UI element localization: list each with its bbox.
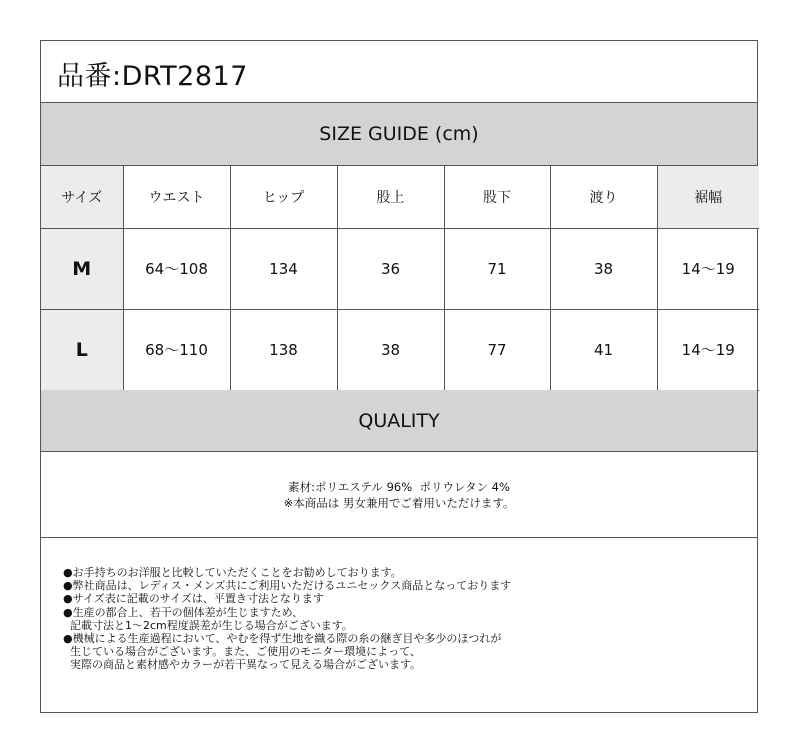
note-line: ●生産の都合上、若干の個体差が生じますため、 <box>63 605 304 619</box>
rise-cell: 38 <box>337 309 444 390</box>
note-line: 記載寸法と1〜2cm程度誤差が生じる場合がございます。 <box>63 618 353 632</box>
hem-cell: 14〜19 <box>657 309 759 390</box>
size-label: L <box>41 309 123 390</box>
note-line: ●サイズ表に記載のサイズは、平置き寸法となります <box>63 592 324 606</box>
size-guide-heading: SIZE GUIDE (cm) <box>319 123 479 145</box>
rise-cell: 36 <box>337 228 444 309</box>
hip-cell: 138 <box>230 309 337 390</box>
size-table <box>41 166 759 391</box>
col-header-inseam: 股下 <box>444 166 550 228</box>
waist-cell: 64〜108 <box>123 228 230 309</box>
size-label: M <box>41 228 123 309</box>
product-info-card <box>40 40 758 713</box>
unisex-note: ※本商品は 男女兼用でご着用いただけます。 <box>283 496 515 510</box>
hip-cell: 134 <box>230 228 337 309</box>
col-header-thigh: 渡り <box>550 166 657 228</box>
thigh-cell: 41 <box>550 309 657 390</box>
table-row <box>41 228 759 309</box>
note-line: ●お手持ちのお洋服と比較していただくことをお勧めしております。 <box>63 566 402 579</box>
material-section <box>41 452 757 538</box>
note-line: 実際の商品と素材感やカラーが若干異なって見える場合がございます。 <box>63 658 422 672</box>
thigh-cell: 38 <box>550 228 657 309</box>
care-notes <box>63 566 511 672</box>
size-guide-header <box>41 103 757 166</box>
waist-cell: 68〜110 <box>123 309 230 390</box>
col-header-hip: ヒップ <box>230 166 337 228</box>
note-line: ●機械による生産過程において、やむを得ず生地を織る際の糸の継ぎ目や多少のほつれが <box>63 632 502 646</box>
col-header-waist: ウエスト <box>123 166 230 228</box>
inseam-cell: 77 <box>444 309 550 390</box>
col-header-size: サイズ <box>41 166 123 228</box>
material-composition: 素材:ポリエステル 96% ポリウレタン 4% <box>288 480 510 494</box>
quality-heading: QUALITY <box>358 409 440 432</box>
title-bar <box>41 41 757 103</box>
table-row <box>41 309 759 390</box>
quality-header <box>41 390 757 452</box>
col-header-hem: 裾幅 <box>657 166 759 228</box>
table-header-row <box>41 166 759 228</box>
col-header-rise: 股上 <box>337 166 444 228</box>
product-code-title: 品番:DRT2817 <box>57 61 248 92</box>
note-line: ●弊社商品は、レディス・メンズ共にご利用いただけるユニセックス商品となっております <box>63 579 512 593</box>
hem-cell: 14〜19 <box>657 228 759 309</box>
inseam-cell: 71 <box>444 228 550 309</box>
note-line: 生じている場合がございます。また、ご使用のモニター環境によって、 <box>63 645 421 659</box>
